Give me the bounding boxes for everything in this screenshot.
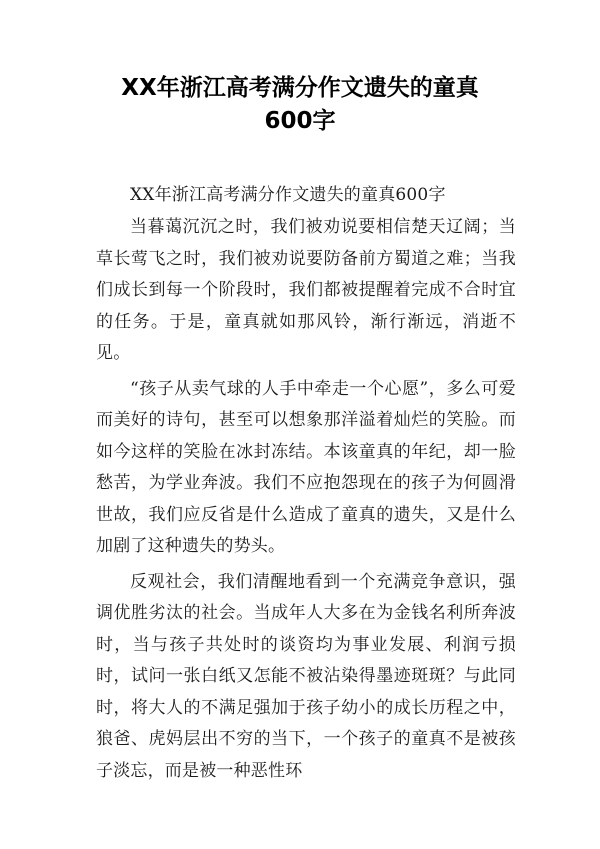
- document-subtitle: XX年浙江高考满分作文遗失的童真600字: [130, 185, 446, 205]
- paragraph: “孩子从卖气球的人手中牵走一个心愿”，多么可爱而美好的诗句，甚至可以想象那洋溢着灿烂的笑脸。而如今这样的笑脸在冰封冻结。本该童真的年纪，却一脸愁苦，为学业奔波。我们不应抱怨现在的孩子为何圆滑世故，我们应反省是什么造成了童真的遗失，又是什么加剧了这种遗失的势头。: [96, 378, 516, 556]
- document-body: [96, 178, 516, 787]
- title-line-2: 600字: [264, 108, 336, 134]
- document-title: [0, 72, 600, 138]
- paragraph: 当暮蔼沉沉之时，我们被劝说要相信楚天辽阔；当草长莺飞之时，我们被劝说要防备前方蜀道之难；当我们成长到每一个阶段时，我们都被提醒着完成不合时宜的任务。于是，童真就如那风铃，渐行渐远，消逝不见。: [96, 217, 516, 363]
- paragraph: 反观社会，我们清醒地看到一个充满竞争意识，强调优胜劣汰的社会。当成年人大多在为金钱名利所奔波时，当与孩子共处时的谈资均为事业发展、利润亏损时，试问一张白纸又怎能不被沾染得墨迹斑斑？与此同时，将大人的不满足强加于孩子幼小的成长历程之中，狼爸、虎妈层出不穷的当下，一个孩子的童真不是被孩子淡忘，而是被一种恶性环: [96, 571, 516, 781]
- title-line-1: XX年浙江高考满分作文遗失的童真: [121, 75, 479, 101]
